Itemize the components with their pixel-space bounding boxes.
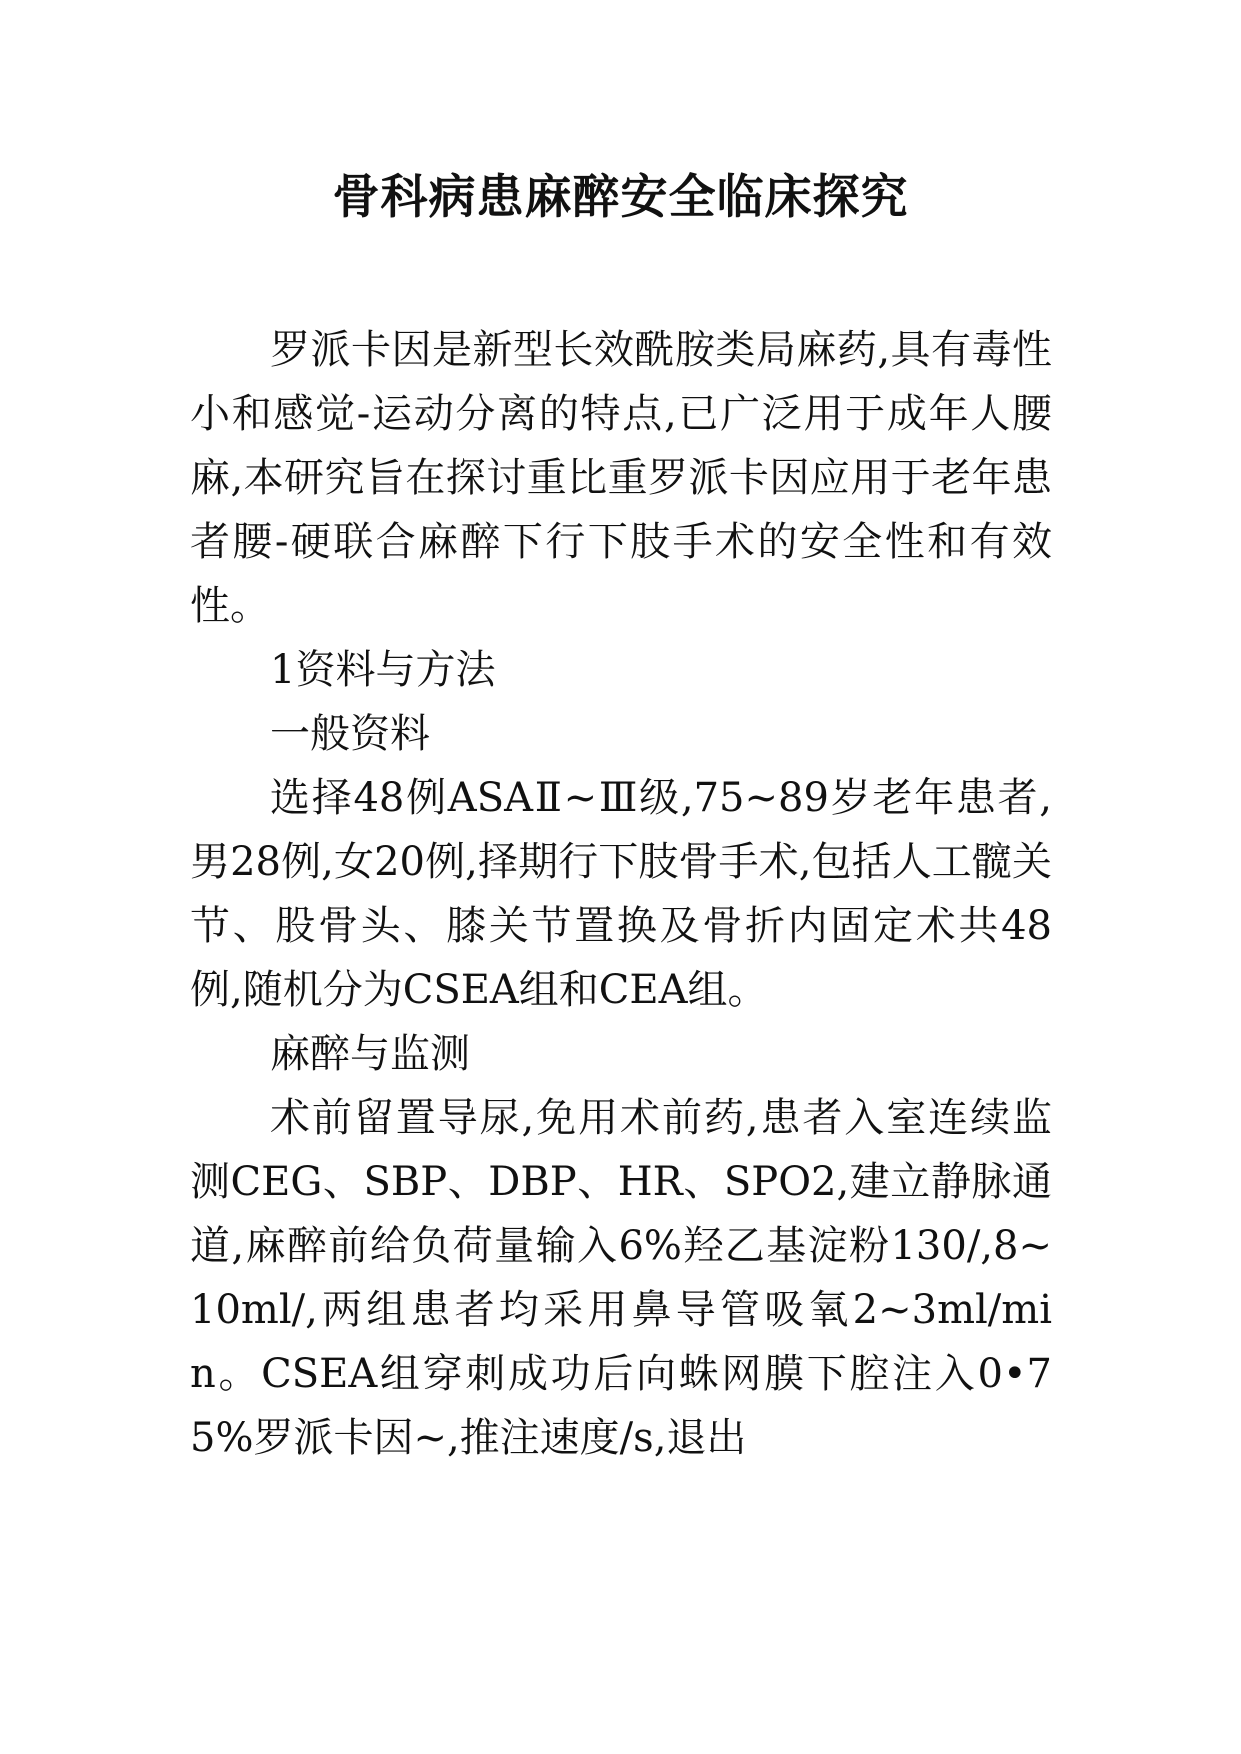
subheading-general-data: 一般资料 [270, 711, 430, 757]
document-body [190, 318, 1052, 1470]
document-title: 骨科病患麻醉安全临床探究 [332, 170, 909, 225]
section-heading-materials-methods: 1资料与方法 [270, 647, 496, 693]
paragraph-general-data: 选择48例ASAⅡ~Ⅲ级,75~89岁老年患者,男28例,女20例,择期行下肢骨手术,包括人工髋关节、股骨头、膝关节置换及骨折内固定术共48例,随机分为CSEA组和CEA组。 [190, 775, 1052, 1013]
paragraph-intro: 罗派卡因是新型长效酰胺类局麻药,具有毒性小和感觉-运动分离的特点,已广泛用于成年人腰麻,本研究旨在探讨重比重罗派卡因应用于老年患者腰-硬联合麻醉下行下肢手术的安全性和有效性。 [190, 327, 1052, 629]
subheading-anesthesia-monitoring: 麻醉与监测 [270, 1031, 470, 1077]
paragraph-anesthesia-monitoring: 术前留置导尿,免用术前药,患者入室连续监测CEG、SBP、DBP、HR、SPO2,建立静脉通道,麻醉前给负荷量输入6%羟乙基淀粉130/,8~10ml/,两组患者均采用鼻导管吸氧2~3ml/min。CSEA组穿刺成功后向蛛网膜下腔注入0•75%罗派卡因~,推注速度/s,退出 [190, 1095, 1052, 1461]
